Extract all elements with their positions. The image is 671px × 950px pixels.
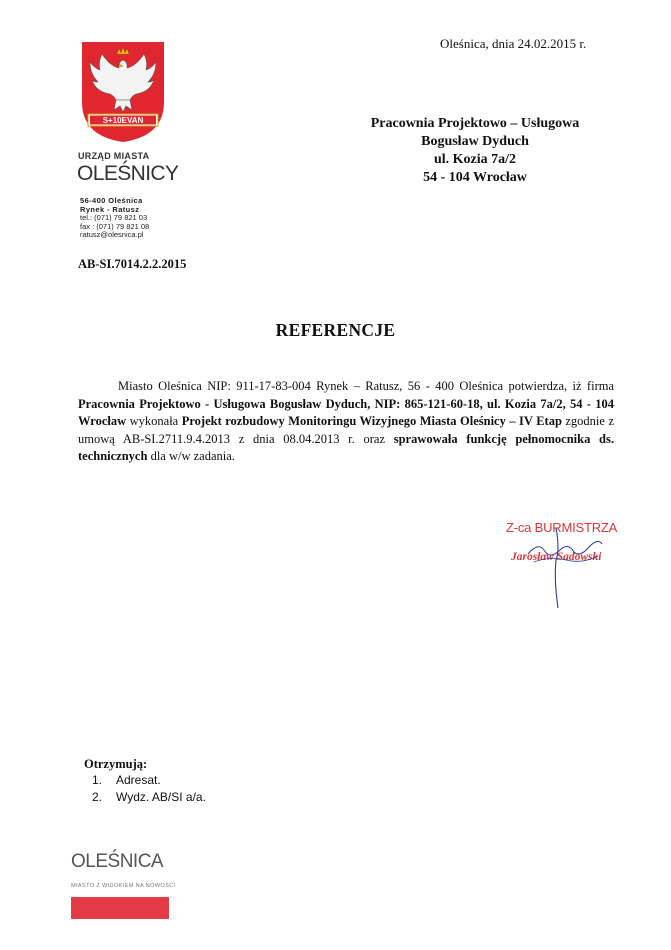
list-item <box>92 772 206 789</box>
document-title: REFERENCJE <box>275 320 396 340</box>
recipient-line: Pracownia Projektowo – Usługowa <box>370 116 580 131</box>
list-item-number: 2. <box>92 790 103 804</box>
list-item <box>92 789 206 806</box>
list-item-text: Wydz. AB/SI a/a. <box>116 790 206 804</box>
signature-name: Jarosław Sadowski <box>511 551 602 563</box>
handwritten-signature-icon <box>520 520 640 620</box>
list-item-text: Adresat. <box>116 773 161 787</box>
address-tel: tel.: (071) 79 821 03 <box>80 213 148 222</box>
footer-tagline: MIASTO Z WIDOKIEM NA NOWOŚCI <box>71 883 176 889</box>
body-text-part: Miasto Oleśnica NIP: 911-17-83-004 Rynek – Ratusz, 56 - 400 Oleśnica potwierdza, iż firma <box>118 379 614 393</box>
recipient-line: ul. Kozia 7a/2 <box>433 152 517 167</box>
body-company: Pracownia Projektowo - Usługowa Bogusław Dyduch, NIP: 865-121-60-18, ul. Kozia 7a/2, 54 - 104 Wrocław <box>78 396 614 428</box>
body-role: sprawowała funkcję pełnomocnika ds. technicznych <box>78 431 615 463</box>
reference-number: AB-SI.7014.2.2.2015 <box>78 257 187 271</box>
recipient-line: Bogusław Dyduch <box>421 134 529 149</box>
office-city-name: OLEŚNICY <box>77 162 179 185</box>
receivers-heading: Otrzymują: <box>84 757 148 771</box>
body-project: Projekt rozbudowy Monitoringu Wizyjnego Miasta Oleśnicy – IV Etap <box>181 414 562 428</box>
receivers-list <box>92 772 206 806</box>
body-text-part: zgodnie z umową AB-SI.2711.9.4.2013 z dnia 08.04.2013 r. oraz <box>78 414 614 446</box>
crest-banner-text: S+10EVAN <box>102 116 144 125</box>
office-address <box>80 197 180 240</box>
body-text-part: wykonała <box>126 414 182 428</box>
address-email: ratusz@olesnica.pl <box>80 230 144 239</box>
city-crest-icon <box>80 40 166 144</box>
signature-title: Z-ca BURMISTRZA <box>506 520 618 535</box>
address-fax: fax : (071) 79 821 08 <box>80 221 150 231</box>
footer-city-logo: OLEŚNICA <box>71 851 164 872</box>
office-label: URZĄD MIASTA <box>78 151 150 161</box>
body-text-part: dla w/w zadania. <box>147 449 235 463</box>
footer-color-bar <box>71 897 169 919</box>
address-street: Rynek - Ratusz <box>80 204 140 214</box>
document-date: Oleśnica, dnia 24.02.2015 r. <box>440 36 587 51</box>
recipient-block <box>330 115 620 187</box>
list-item-number: 1. <box>92 773 103 787</box>
recipient-line: 54 - 104 Wrocław <box>423 170 527 185</box>
body-paragraph <box>78 378 614 466</box>
address-postal: 56-400 Oleśnica <box>80 196 143 205</box>
